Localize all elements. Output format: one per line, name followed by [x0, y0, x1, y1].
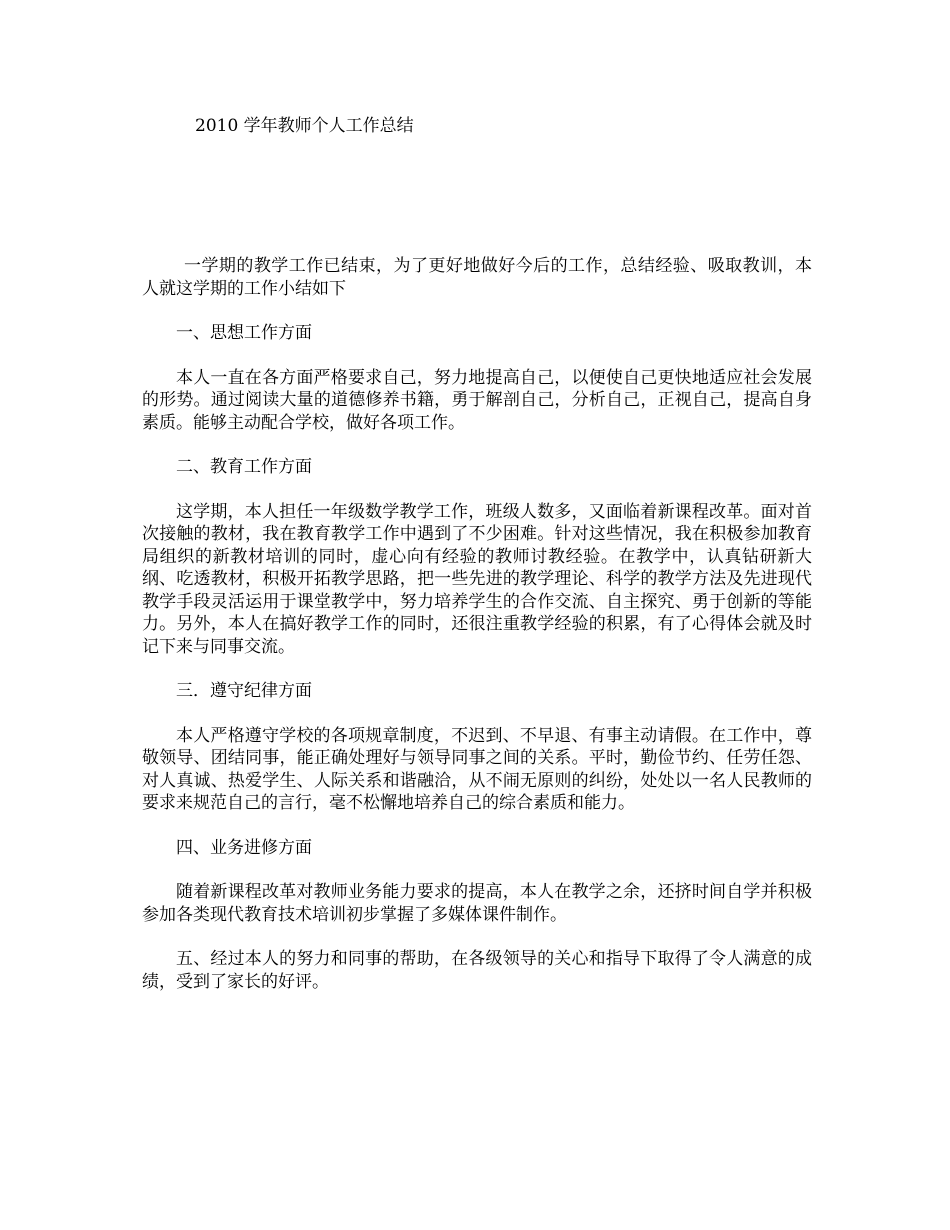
- intro-paragraph: 一学期的教学工作已结束，为了更好地做好今后的工作，总结经验、吸取教训，本人就这学期的工作小结如下: [142, 256, 812, 299]
- section-heading-education: 二、教育工作方面: [176, 457, 312, 477]
- section-text-education: 这学期，本人担任一年级数学教学工作，班级人数多，又面临着新课程改革。面对首次接触的教材，我在教育教学工作中遇到了不少困难。针对这些情况，我在积极参加教育局组织的新教材培训的同时，虚心向有经验的教师讨教经验。在教学中，认真钻研新大纲、吃透教材，积极开拓教学思路，把一些先进的教学理论、科学的教学方法及先进现代教学手段灵活运用于课堂教学中，努力培养学生的合作交流、自主探究、勇于创新的等能力。另外，本人在搞好教学工作的同时，还很注重教学经验的积累，有了心得体会就及时记下来与同事交流。: [142, 501, 812, 657]
- document-body: [142, 238, 812, 1015]
- closing-paragraph: 五、经过本人的努力和同事的帮助，在各级领导的关心和指导下取得了令人满意的成绩，受到了家长的好评。: [142, 949, 812, 992]
- document-title: 2010 学年教师个人工作总结: [195, 116, 414, 136]
- section-text-thought: 本人一直在各方面严格要求自己，努力地提高自己，以便使自己更快地适应社会发展的形势。通过阅读大量的道德修养书籍，勇于解剖自己，分析自己，正视自己，提高自身素质。能够主动配合学校，做好各项工作。: [142, 367, 812, 433]
- section-heading-thought: 一、思想工作方面: [176, 323, 312, 343]
- section-text-discipline: 本人严格遵守学校的各项规章制度，不迟到、不早退、有事主动请假。在工作中，尊敬领导、团结同事，能正确处理好与领导同事之间的关系。平时，勤俭节约、任劳任怨、对人真诚、热爱学生、人际关系和谐融洽，从不闹无原则的纠纷，处处以一名人民教师的要求来规范自己的言行，毫不松懈地培养自己的综合素质和能力。: [142, 725, 812, 813]
- section-heading-professional: 四、业务进修方面: [176, 837, 312, 858]
- section-heading-discipline: 三．遵守纪律方面: [176, 681, 312, 701]
- section-text-professional: 随着新课程改革对教师业务能力要求的提高，本人在教学之余，还挤时间自学并积极参加各类现代教育技术培训初步掌握了多媒体课件制作。: [142, 882, 812, 925]
